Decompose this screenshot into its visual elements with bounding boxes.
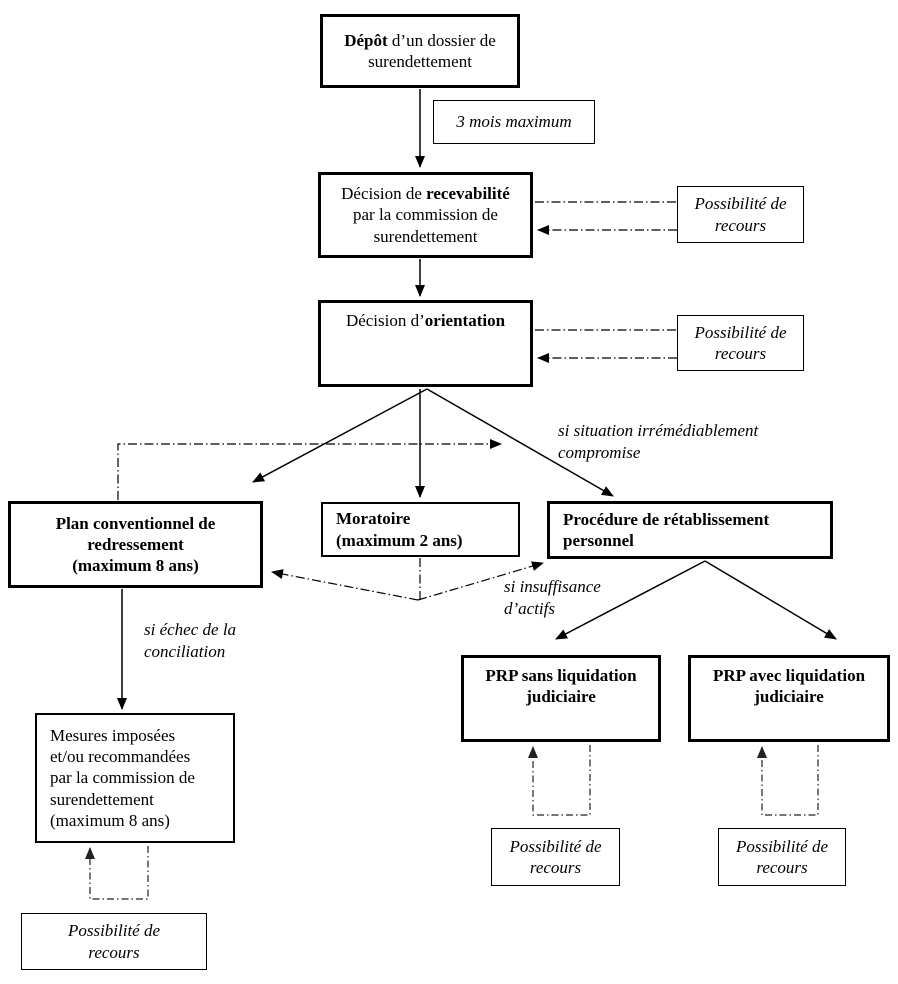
node-mesures-imposees: Mesures imposées et/ou recommandées par la commission de surendettement (maximum 8 ans) bbox=[35, 713, 235, 843]
node-prp-avec-liquidation: PRP avec liquidation judiciaire bbox=[688, 655, 890, 742]
recours-box-prp-sans: Possibilité de recours bbox=[491, 828, 620, 886]
depot-line2: surendettement bbox=[368, 52, 472, 71]
edge-prp-sans-recours-loop bbox=[533, 745, 590, 815]
recours-box-orientation: Possibilité de recours bbox=[677, 315, 804, 371]
edge-prp-avec-recours-loop bbox=[762, 745, 818, 815]
node-depot-dossier bbox=[320, 14, 520, 88]
node-prp-sans-liquidation: PRP sans liquidation judiciaire bbox=[461, 655, 661, 742]
node-decision-orientation bbox=[318, 300, 533, 387]
label-si-situation-compromise: si situation irrémédiablement compromise bbox=[558, 421, 759, 462]
depot-line1: Dépôt d’un dossier de bbox=[344, 30, 496, 50]
label-si-insuffisance-actifs: si insuffisance d’actifs bbox=[504, 577, 601, 618]
label-si-echec-conciliation: si échec de la conciliation bbox=[144, 620, 237, 661]
recours-box-recevabilite: Possibilité de recours bbox=[677, 186, 804, 243]
edge-orientation-plan bbox=[253, 389, 427, 482]
node-procedure-retablissement: Procédure de rétablissement personnel bbox=[547, 501, 833, 559]
edge-procedure-prp-avec bbox=[705, 561, 836, 639]
label-delai-3-mois: 3 mois maximum bbox=[433, 100, 595, 144]
orientation-line1: Décision d’orientation bbox=[345, 311, 506, 330]
node-moratoire: Moratoire (maximum 2 ans) bbox=[321, 502, 520, 557]
edge-mesures-recours-loop bbox=[90, 846, 148, 899]
recours-box-prp-avec: Possibilité de recours bbox=[718, 828, 846, 886]
edge-moratoire-plan bbox=[272, 572, 418, 600]
recevabilite-line1: Décision de recevabilité bbox=[341, 184, 510, 204]
recours-box-mesures: Possibilité de recours bbox=[21, 913, 207, 970]
node-decision-recevabilite: Décision de recevabilité par la commission de surendettement bbox=[318, 172, 533, 258]
node-plan-conventionnel: Plan conventionnel de redressement (maximum 8 ans) bbox=[8, 501, 263, 588]
